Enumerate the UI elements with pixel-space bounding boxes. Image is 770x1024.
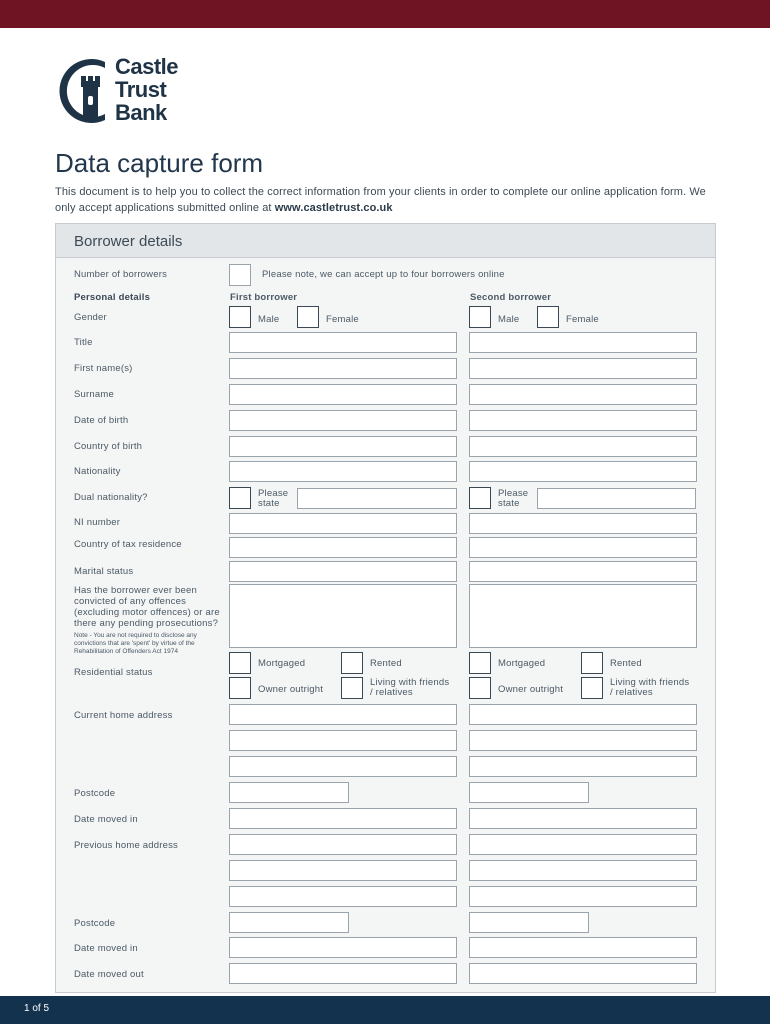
gender-label: Gender bbox=[74, 312, 107, 323]
tax-residence-label: Country of tax residence bbox=[74, 539, 182, 550]
logo-line: Trust bbox=[115, 77, 167, 102]
mortgaged-label: Mortgaged bbox=[258, 658, 306, 669]
rented-label: Rented bbox=[610, 658, 642, 669]
first-previous-address-line1[interactable] bbox=[229, 834, 457, 855]
first-female-checkbox[interactable] bbox=[297, 306, 319, 328]
mortgaged-label: Mortgaged bbox=[498, 658, 546, 669]
panel-heading: Borrower details bbox=[74, 233, 183, 250]
second-convictions-input[interactable] bbox=[469, 584, 697, 648]
castle-trust-bank-logo bbox=[55, 54, 205, 128]
date-moved-in-label-2: Date moved in bbox=[74, 943, 138, 954]
first-names-label: First name(s) bbox=[74, 363, 133, 374]
owner-outright-label: Owner outright bbox=[498, 684, 564, 695]
top-banner bbox=[0, 0, 770, 28]
first-country-of-birth-input[interactable] bbox=[229, 436, 457, 457]
second-dob-input[interactable] bbox=[469, 410, 697, 431]
second-previous-address-line1[interactable] bbox=[469, 834, 697, 855]
first-living-friends-checkbox[interactable] bbox=[341, 677, 363, 699]
second-owner-outright-checkbox[interactable] bbox=[469, 677, 491, 699]
ni-number-label: NI number bbox=[74, 517, 121, 528]
second-current-address-line1[interactable] bbox=[469, 704, 697, 725]
logo-line: Bank bbox=[115, 100, 167, 125]
rented-label: Rented bbox=[370, 658, 402, 669]
website-link[interactable]: www.castletrust.co.uk bbox=[274, 202, 393, 214]
second-male-checkbox[interactable] bbox=[469, 306, 491, 328]
second-title-input[interactable] bbox=[469, 332, 697, 353]
first-dual-nationality-checkbox[interactable] bbox=[229, 487, 251, 509]
second-surname-input[interactable] bbox=[469, 384, 697, 405]
second-female-checkbox[interactable] bbox=[537, 306, 559, 328]
second-first-names-input[interactable] bbox=[469, 358, 697, 379]
date-moved-in-label: Date moved in bbox=[74, 814, 138, 825]
second-nationality-input[interactable] bbox=[469, 461, 697, 482]
first-previous-date-moved-in-input[interactable] bbox=[229, 937, 457, 958]
first-dob-input[interactable] bbox=[229, 410, 457, 431]
panel-header bbox=[56, 224, 715, 258]
surname-label: Surname bbox=[74, 389, 114, 400]
logo-line: Castle bbox=[115, 54, 179, 79]
second-date-moved-in-input[interactable] bbox=[469, 808, 697, 829]
castle-tower-icon bbox=[55, 54, 111, 128]
nationality-label: Nationality bbox=[74, 466, 121, 477]
living-friends-label: Living with friends / relatives bbox=[610, 677, 690, 698]
title-label: Title bbox=[74, 337, 93, 348]
second-country-of-birth-input[interactable] bbox=[469, 436, 697, 457]
first-previous-address-line3[interactable] bbox=[229, 886, 457, 907]
first-date-moved-out-input[interactable] bbox=[229, 963, 457, 984]
second-ni-number-input[interactable] bbox=[469, 513, 697, 534]
please-state-label: Please state bbox=[498, 488, 529, 509]
second-postcode-input[interactable] bbox=[469, 782, 589, 803]
page-footer bbox=[0, 996, 770, 1024]
residential-status-label: Residential status bbox=[74, 667, 153, 678]
second-dual-nationality-checkbox[interactable] bbox=[469, 487, 491, 509]
second-previous-postcode-input[interactable] bbox=[469, 912, 589, 933]
first-current-address-line3[interactable] bbox=[229, 756, 457, 777]
intro-body: This document is to help you to collect the correct information from your clients in order to complete our online application form. We only accept applications submitted online at bbox=[55, 186, 706, 214]
convictions-note: Note - You are not required to disclose any convictions that are 'spent' by virtue of the Rehabilitation of Offenders Act 1974 bbox=[74, 632, 197, 655]
personal-details-heading: Personal details bbox=[74, 292, 151, 303]
first-nationality-input[interactable] bbox=[229, 461, 457, 482]
first-mortgaged-checkbox[interactable] bbox=[229, 652, 251, 674]
dob-label: Date of birth bbox=[74, 415, 129, 426]
female-label: Female bbox=[566, 314, 599, 325]
second-date-moved-out-input[interactable] bbox=[469, 963, 697, 984]
number-of-borrowers-label: Number of borrowers bbox=[74, 269, 168, 280]
second-previous-address-line2[interactable] bbox=[469, 860, 697, 881]
intro-text bbox=[55, 184, 725, 216]
second-marital-status-input[interactable] bbox=[469, 561, 697, 582]
first-surname-input[interactable] bbox=[229, 384, 457, 405]
second-current-address-line2[interactable] bbox=[469, 730, 697, 751]
second-previous-date-moved-in-input[interactable] bbox=[469, 937, 697, 958]
owner-outright-label: Owner outright bbox=[258, 684, 324, 695]
previous-address-label: Previous home address bbox=[74, 840, 179, 851]
postcode-label-2: Postcode bbox=[74, 918, 116, 929]
second-living-friends-checkbox[interactable] bbox=[581, 677, 603, 699]
first-date-moved-in-input[interactable] bbox=[229, 808, 457, 829]
first-previous-address-line2[interactable] bbox=[229, 860, 457, 881]
first-current-address-line2[interactable] bbox=[229, 730, 457, 751]
page-number: 1 of 5 bbox=[24, 1003, 50, 1014]
second-previous-address-line3[interactable] bbox=[469, 886, 697, 907]
first-first-names-input[interactable] bbox=[229, 358, 457, 379]
date-moved-out-label: Date moved out bbox=[74, 969, 144, 980]
dual-nationality-label: Dual nationality? bbox=[74, 492, 148, 503]
first-previous-postcode-input[interactable] bbox=[229, 912, 349, 933]
second-borrower-heading: Second borrower bbox=[470, 292, 552, 303]
postcode-label: Postcode bbox=[74, 788, 116, 799]
second-current-address-line3[interactable] bbox=[469, 756, 697, 777]
page-title: Data capture form bbox=[55, 148, 264, 178]
logo-wordmark bbox=[115, 55, 178, 124]
first-ni-number-input[interactable] bbox=[229, 513, 457, 534]
first-owner-outright-checkbox[interactable] bbox=[229, 677, 251, 699]
first-postcode-input[interactable] bbox=[229, 782, 349, 803]
male-label: Male bbox=[258, 314, 280, 325]
first-male-checkbox[interactable] bbox=[229, 306, 251, 328]
first-title-input[interactable] bbox=[229, 332, 457, 353]
second-rented-checkbox[interactable] bbox=[581, 652, 603, 674]
second-mortgaged-checkbox[interactable] bbox=[469, 652, 491, 674]
female-label: Female bbox=[326, 314, 359, 325]
first-borrower-heading: First borrower bbox=[230, 292, 298, 303]
marital-status-label: Marital status bbox=[74, 566, 134, 577]
please-state-label: Please state bbox=[258, 488, 289, 509]
number-of-borrowers-input[interactable] bbox=[229, 264, 251, 286]
first-convictions-input[interactable] bbox=[229, 584, 457, 648]
first-marital-status-input[interactable] bbox=[229, 561, 457, 582]
country-of-birth-label: Country of birth bbox=[74, 441, 143, 452]
second-dual-nationality-input[interactable] bbox=[537, 488, 696, 509]
borrowers-note: Please note, we can accept up to four borrowers online bbox=[262, 269, 505, 280]
living-friends-label: Living with friends / relatives bbox=[370, 677, 450, 698]
second-tax-residence-input[interactable] bbox=[469, 537, 697, 558]
first-dual-nationality-input[interactable] bbox=[297, 488, 457, 509]
current-address-label: Current home address bbox=[74, 710, 173, 721]
convictions-question: Has the borrower ever been convicted of any offences (excluding motor offences) or are there any pending prosecutions? bbox=[74, 585, 220, 629]
first-current-address-line1[interactable] bbox=[229, 704, 457, 725]
first-tax-residence-input[interactable] bbox=[229, 537, 457, 558]
first-rented-checkbox[interactable] bbox=[341, 652, 363, 674]
male-label: Male bbox=[498, 314, 520, 325]
